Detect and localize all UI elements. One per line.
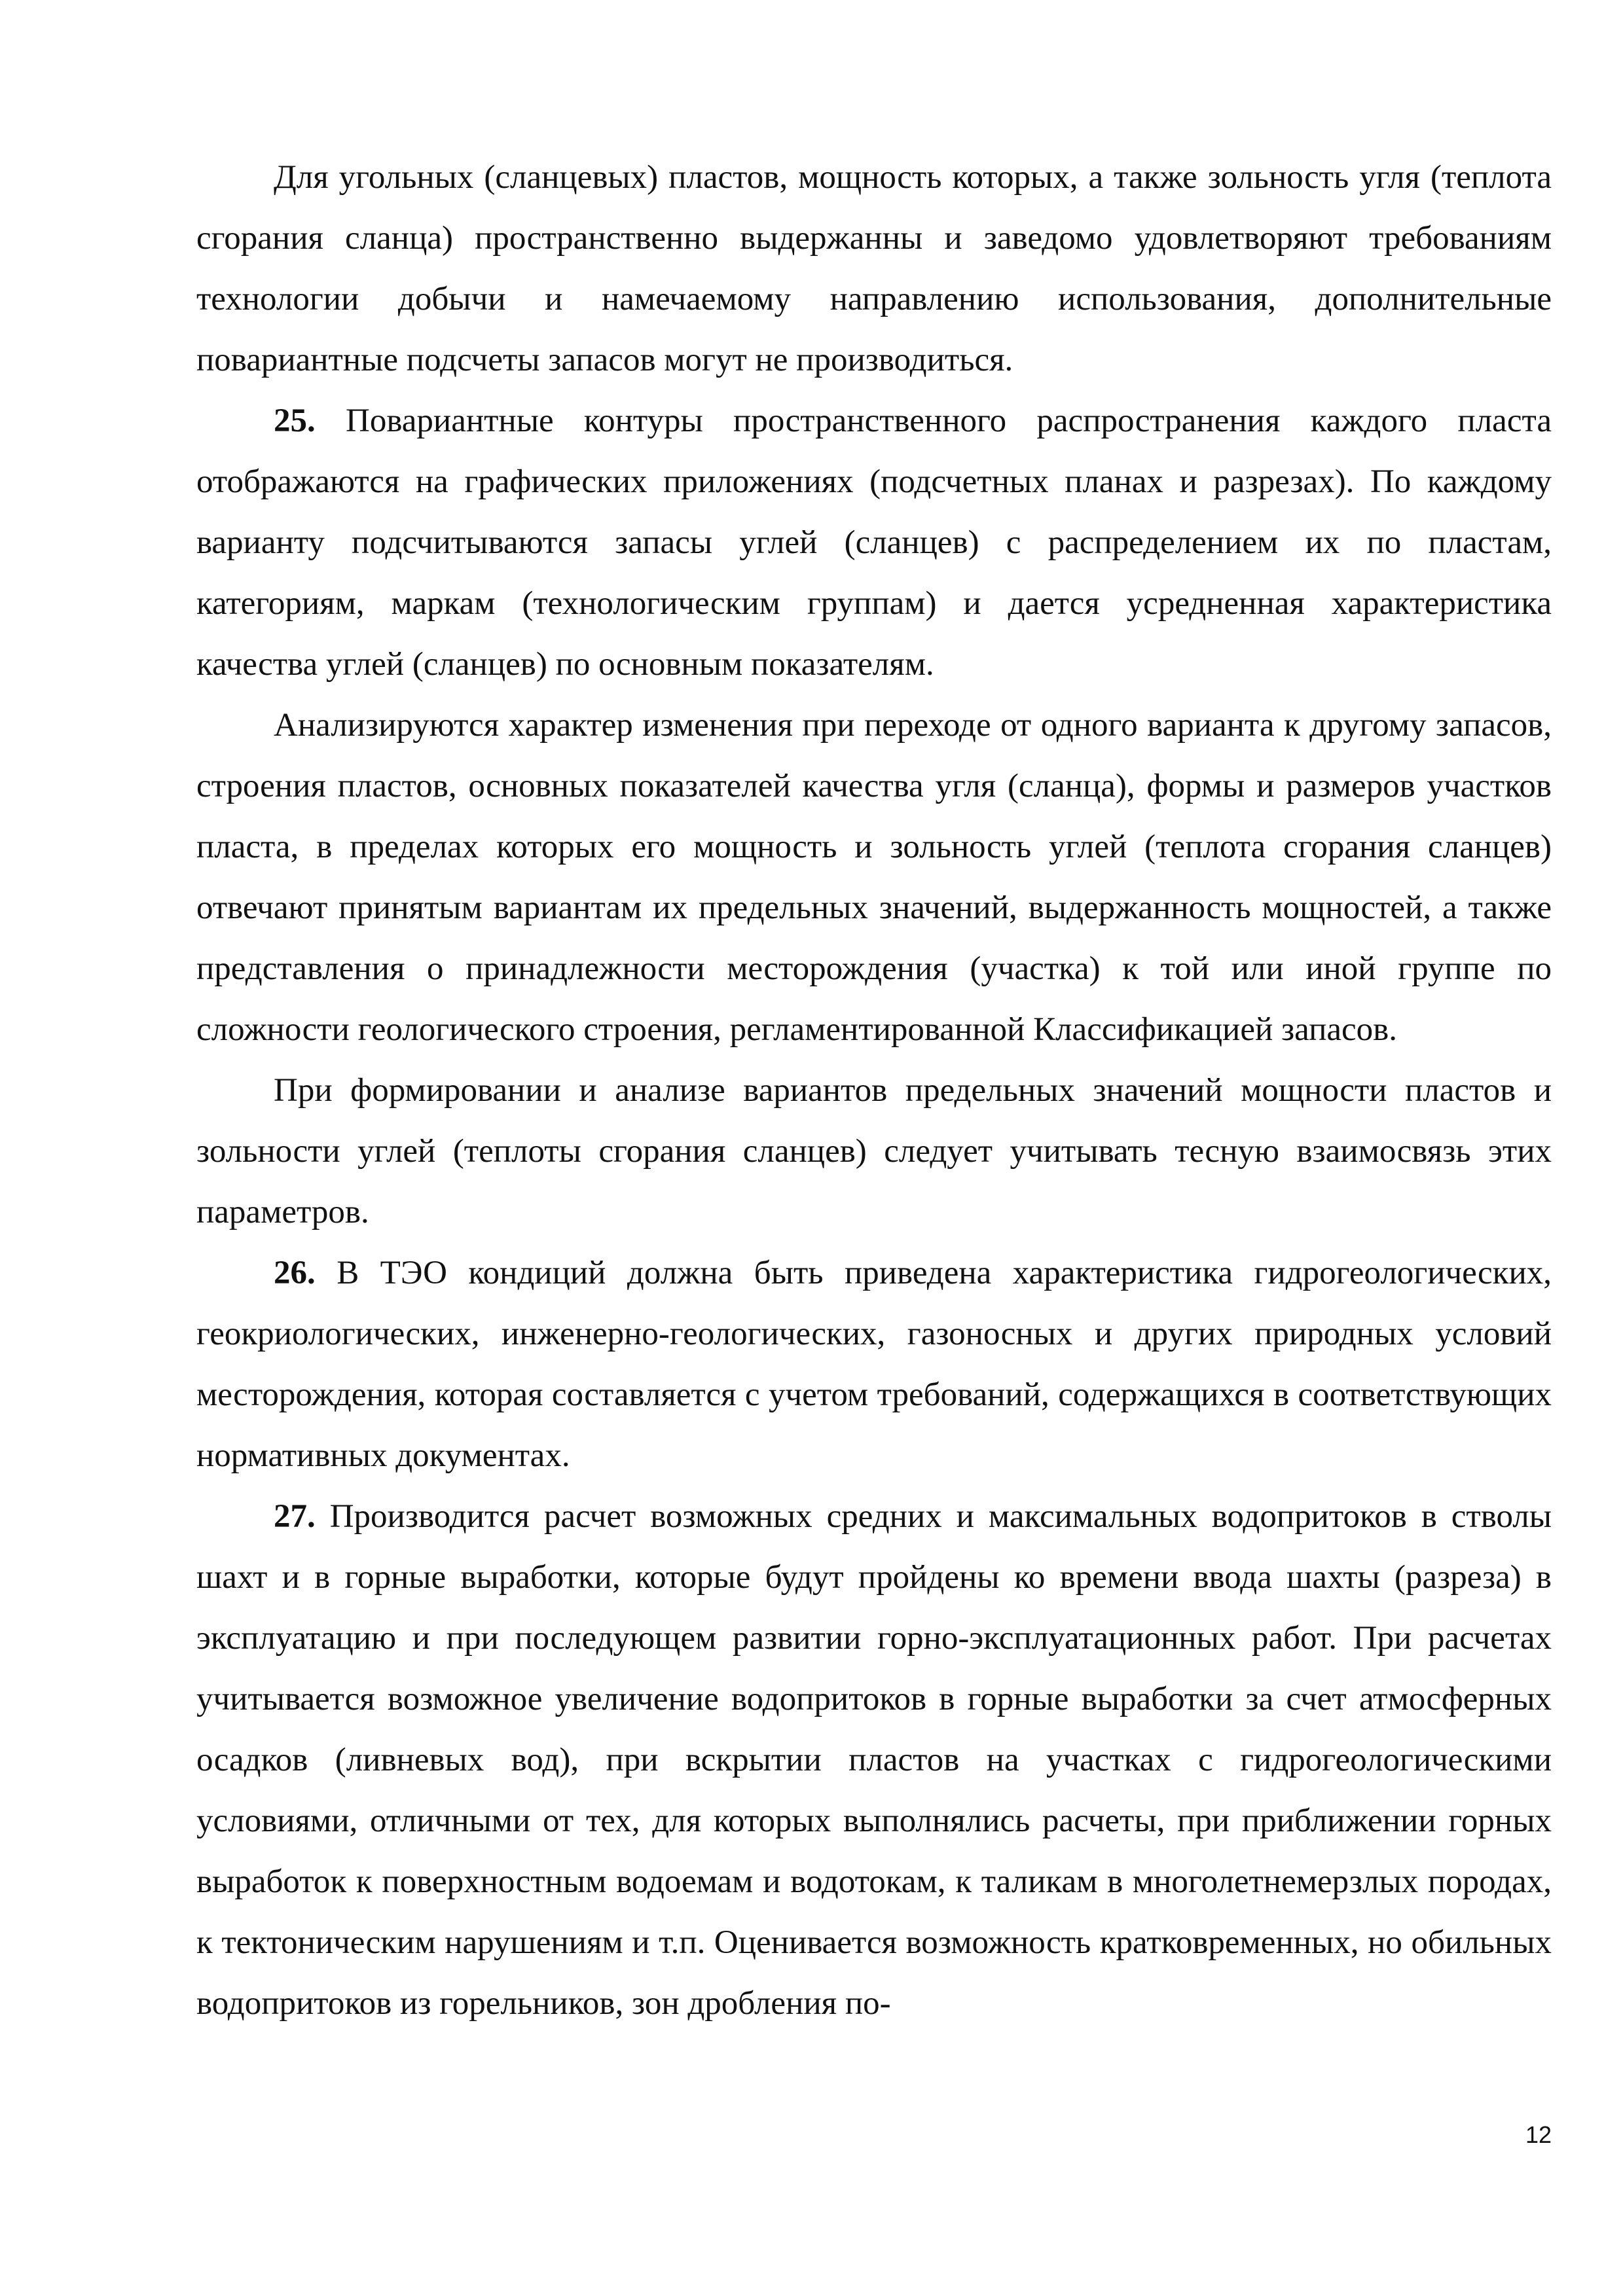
paragraph-text: Для угольных (сланцевых) пластов, мощность которых, а также зольность угля (теплота сгорания сланца) пространственно выдержанны и заведомо удовлетворяют требованиям технологии добычи и намечаемому направлению использования, дополнительные повариантные подсчеты запасов могут не производиться. [196,159,1552,378]
paragraph-25 [196,391,1552,695]
paragraph-variants [196,1060,1552,1243]
document-page [196,147,1552,2034]
paragraph-text: Повариантные контуры пространственного распространения каждого пласта отображаются на графических приложениях (подсчетных планах и разрезах). По каждому варианту подсчитываются запасы углей (сланцев) с распределением их по пластам, категориям, маркам (технологическим группам) и дается усредненная характеристика качества углей (сланцев) по основным показателям. [196,403,1552,683]
paragraph-coal-seams [196,147,1552,391]
paragraph-text: Анализируются характер изменения при переходе от одного варианта к другому запасов, строения пластов, основных показателей качества угля (сланца), формы и размеров участков пласта, в пределах которых его мощность и зольность углей (теплота сгорания сланцев) отвечают принятым вариантам их предельных значений, выдержанность мощностей, а также представления о принадлежности месторождения (участка) к той или иной группе по сложности геологического строения, регламентированной Классификацией запасов. [196,707,1552,1048]
paragraph-text: Производится расчет возможных средних и максимальных водопритоков в стволы шахт и в горные выработки, которые будут пройдены ко времени ввода шахты (разреза) в эксплуатацию и при последующем развитии горно-эксплуатационных работ. При расчетах учитывается возможное увеличение водопритоков в горные выработки за счет атмосферных осадков (ливневых вод), при вскрытии пластов на участках с гидрогеологическими условиями, отличными от тех, для которых выполнялись расчеты, при приближении горных выработок к поверхностным водоемам и водотокам, к таликам в многолетнемерзлых породах, к тектоническим нарушениям и т.п. Оценивается возможность кратковременных, но обильных водопритоков из горельников, зон дробления по- [196,1498,1552,2022]
paragraph-text: При формировании и анализе вариантов предельных значений мощности пластов и зольности углей (теплоты сгорания сланцев) следует учитывать тесную взаимосвязь этих параметров. [196,1072,1552,1230]
paragraph-number: 26. [274,1255,316,1291]
paragraph-number: 27. [274,1498,316,1535]
paragraph-analysis [196,695,1552,1060]
paragraph-27 [196,1486,1552,2034]
paragraph-number: 25. [274,403,316,439]
paragraph-26 [196,1243,1552,1486]
page-number: 12 [1525,2121,1552,2148]
paragraph-text: В ТЭО кондиций должна быть приведена характеристика гидрогеологических, геокриологических, инженерно-геологических, газоносных и других природных условий месторождения, которая составляется с учетом требований, содержащихся в соответствующих нормативных документах. [196,1255,1552,1474]
